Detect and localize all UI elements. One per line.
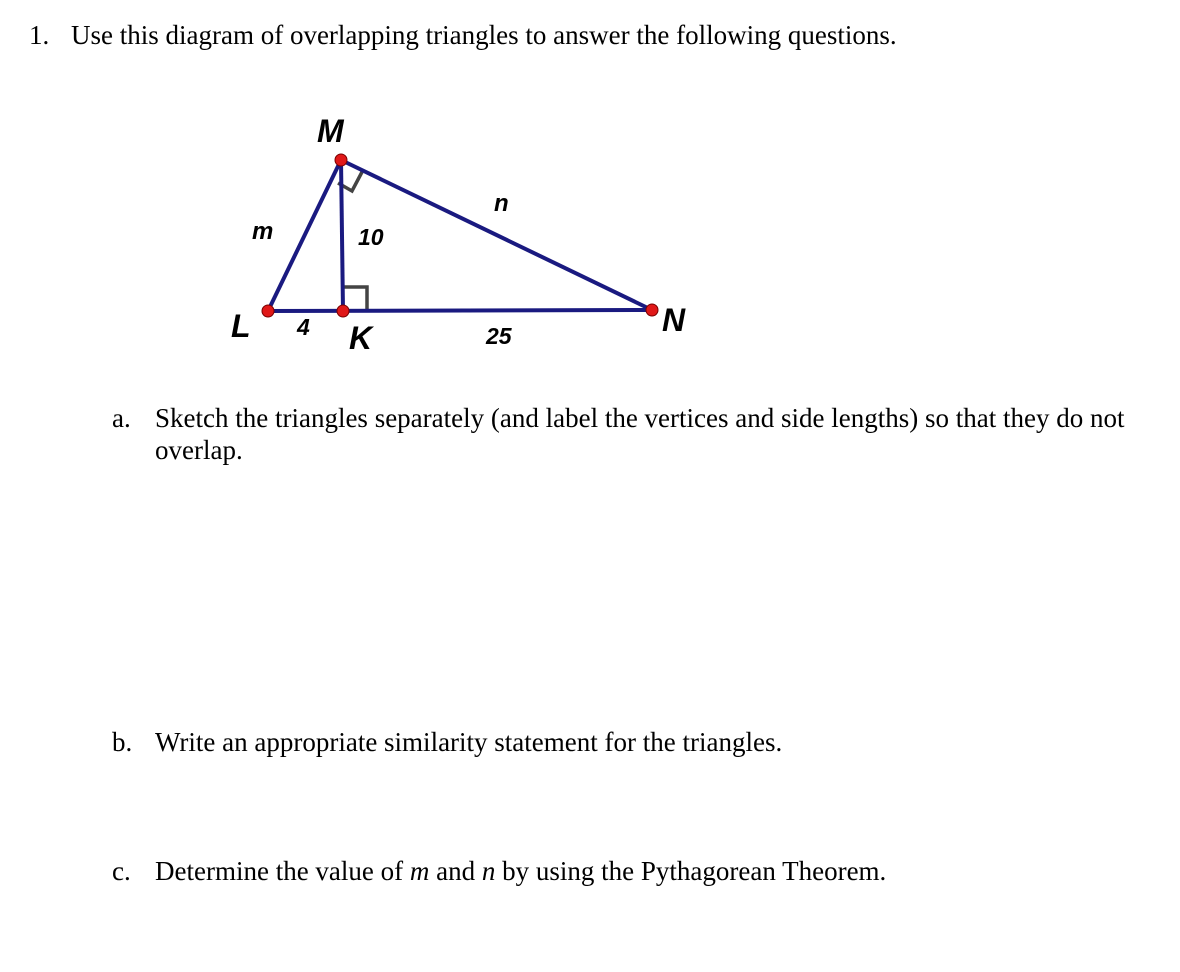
side-label-n: n bbox=[494, 190, 509, 217]
part-a-text: Sketch the triangles separately (and label the vertices and side lengths) so that they do not overlap. bbox=[155, 403, 1125, 465]
vertex-point-n bbox=[646, 304, 658, 316]
side-label-25: 25 bbox=[486, 323, 512, 349]
question-prompt: Use this diagram of overlapping triangles to answer the following questions. bbox=[71, 20, 897, 50]
vertex-label-m: M bbox=[317, 113, 344, 149]
question-number: 1. bbox=[29, 20, 50, 50]
part-c-text-before: Determine the value of bbox=[155, 856, 410, 886]
side-ln bbox=[268, 310, 652, 311]
part-c-var-m: m bbox=[409, 856, 430, 886]
side-label-4: 4 bbox=[297, 314, 310, 340]
side-lm bbox=[268, 160, 341, 311]
part-c-letter: c. bbox=[112, 856, 131, 886]
side-mn bbox=[341, 160, 652, 310]
overlapping-triangles-diagram bbox=[0, 0, 1180, 400]
vertex-label-k: K bbox=[349, 320, 373, 356]
vertex-point-m bbox=[335, 154, 347, 166]
vertex-label-n: N bbox=[662, 302, 686, 338]
side-mk bbox=[341, 160, 343, 311]
part-c-text-after: by using the Pythagorean Theorem. bbox=[495, 856, 887, 886]
part-b-letter: b. bbox=[112, 727, 133, 757]
vertex-point-k bbox=[337, 305, 349, 317]
part-c-text-mid: and bbox=[429, 856, 482, 886]
side-label-m: m bbox=[252, 218, 274, 245]
part-c-var-n: n bbox=[481, 856, 496, 886]
vertex-point-l bbox=[262, 305, 274, 317]
part-b-text: Write an appropriate similarity statement for the triangles. bbox=[155, 727, 783, 757]
vertex-label-l: L bbox=[231, 308, 251, 344]
part-a-letter: a. bbox=[112, 403, 131, 433]
part-c-text bbox=[155, 855, 1135, 887]
side-label-10: 10 bbox=[358, 224, 384, 250]
